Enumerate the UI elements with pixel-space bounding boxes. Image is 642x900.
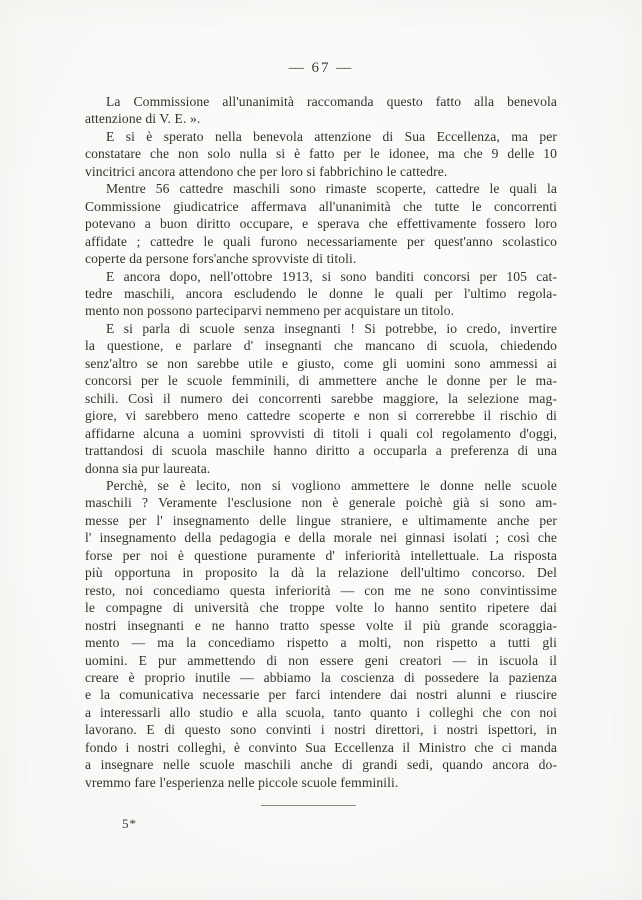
text-line: constatare che non solo nulla si è fatto per le idonee, ma che 9 delle 10: [85, 146, 557, 162]
text-line: maschili ? Veramente l'esclusione non è generale poichè già si sono am-: [85, 495, 557, 511]
text-line: Perchè, se è lecito, non si vogliono ammettere le donne nelle scuole: [106, 477, 557, 493]
text-line: mento — ma la concediamo rispetto a molti, non rispetto a tutti gli: [85, 635, 557, 651]
text-line: mento non possono parteciparvi nemmeno per acquistare un titolo.: [85, 303, 455, 319]
text-line: vremmo fare l'esperienza nelle piccole scuole femminili.: [85, 774, 399, 790]
paragraph: [85, 320, 557, 477]
text-line: resto, noi concediamo questa inferiorità — con me ne sono convintissime: [85, 582, 557, 598]
text-line: senz'altro se non sarebbe utile e giusto, come gli uomini sono ammessi ai: [85, 355, 557, 371]
text-line: più opportuna in proposito la dà la relazione dell'ultimo concorso. Del: [85, 565, 557, 581]
text-line: a insegnare nelle scuole maschili anche di grandi sedi, quando ancora do-: [85, 757, 557, 773]
text-line: coperte da persone fors'anche sprovviste di titoli.: [85, 251, 357, 267]
paragraph: [85, 180, 557, 267]
text-line: potevano a buon diritto occupare, e sperava che effettivamente fossero loro: [85, 216, 557, 232]
paragraph: [85, 93, 557, 128]
text-line: le compagne di università che troppe volte lo hanno sentito ripetere dai: [85, 600, 557, 616]
page-number: — 67 —: [288, 60, 354, 76]
text-line: affidate ; cattedre le quali furono necessariamente per quest'anno scolastico: [85, 233, 557, 249]
paragraph: [85, 128, 557, 180]
text-line: Commissione giudicatrice affermava all'unanimità che tutte le concorrenti: [85, 198, 557, 214]
text-line: uomini. E pur ammettendo di non essere geni creatori — in iscuola il: [85, 652, 557, 668]
text-line: schili. Così il numero dei concorrenti sarebbe maggiore, la selezione mag-: [85, 390, 557, 406]
text-line: fondo i nostri colleghi, è convinto Sua Eccellenza il Ministro che ci manda: [85, 739, 557, 755]
text-line: a interessarli allo studio e alla scuola, tanto quanto i colleghi che con noi: [85, 704, 557, 720]
text-line: creare è proprio inutile — abbiamo la coscienza di possedere la pazienza: [85, 669, 557, 685]
text-line: vincitrici ancora attendono che per loro si fabbrichino le cattedre.: [85, 163, 448, 179]
text-line: attenzione di V. E. ».: [85, 111, 201, 127]
text-line: Mentre 56 cattedre maschili sono rimaste scoperte, cattedre le quali la: [106, 181, 557, 197]
text-line: concorsi per le scuole femminili, di ammettere anche le donne per le ma-: [85, 373, 557, 389]
text-line: donna sia pur laureata.: [85, 460, 211, 476]
text-line: trattandosi di scuola maschile hanno diritto a occuparla a preferenza di una: [85, 443, 557, 459]
section-divider: [261, 805, 356, 806]
page-body: [85, 93, 557, 791]
paragraph: [85, 477, 557, 791]
text-line: e la comunicativa necessarie per farci intendere dai nostri alunni e riuscire: [85, 687, 557, 703]
text-line: forse per noi è questione puramente d' inferiorità intellettuale. La risposta: [85, 547, 557, 563]
text-line: tedre maschili, ancora escludendo le donne le quali per l'ultimo regola-: [85, 285, 557, 301]
signature-mark: 5*: [122, 816, 137, 831]
paragraph: [85, 268, 557, 320]
text-line: affidarne alcuna a uomini sprovvisti di titoli i quali col regolamento d'oggi,: [85, 425, 557, 441]
text-line: messe per l' insegnamento delle lingue straniere, e ultimamente anche per: [85, 512, 557, 528]
text-line: La Commissione all'unanimità raccomanda questo fatto alla benevola: [106, 94, 557, 109]
text-line: E si è sperato nella benevola attenzione di Sua Eccellenza, ma per: [106, 128, 557, 144]
text-line: E si parla di scuole senza insegnanti ! Si potrebbe, io credo, invertire: [106, 320, 557, 336]
text-line: lavorano. E di questo sono convinti i nostri direttori, i nostri ispettori, in: [85, 722, 557, 738]
text-line: l' insegnamento della pedagogia e della morale nei ginnasi isolati ; così che: [85, 530, 557, 546]
text-line: giore, vi sarebbero meno cattedre scoperte e non si correrebbe il rischio di: [85, 408, 557, 424]
text-line: E ancora dopo, nell'ottobre 1913, si sono banditi concorsi per 105 cat-: [106, 268, 557, 284]
text-line: nostri insegnanti e ne hanno tratto spesse volte il più grande scoraggia-: [85, 617, 557, 633]
text-line: la questione, e parlare d' insegnanti che mancano di scuola, chiedendo: [85, 338, 557, 354]
